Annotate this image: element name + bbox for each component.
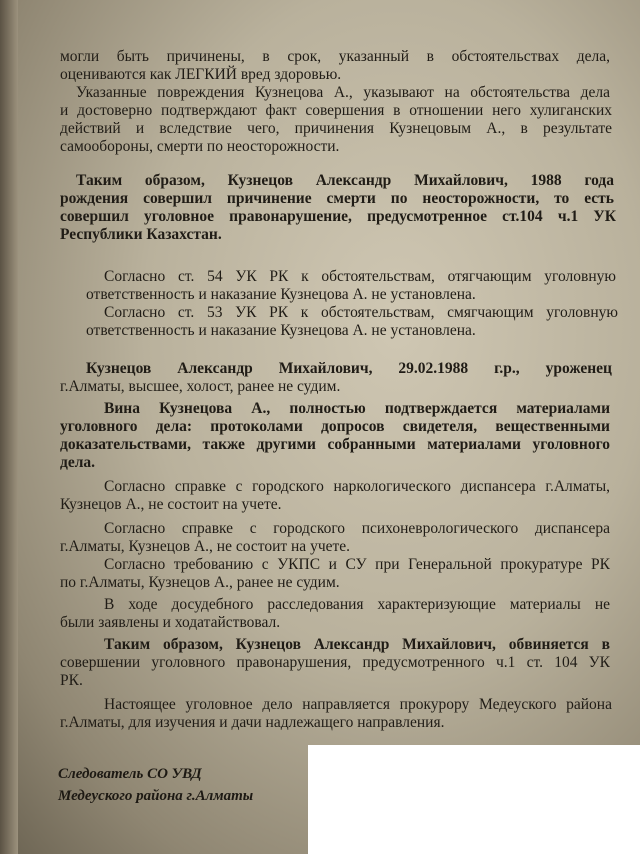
- signature-title: Следователь СО УВД: [58, 766, 202, 782]
- text-line: уголовного дела: протоколами допросов свидетеля, вещественными: [60, 418, 610, 435]
- text-line: г.Алматы, высшее, холост, ранее не судим.: [60, 378, 341, 395]
- text-line: РК.: [60, 672, 83, 689]
- page-edge-shadow: [0, 0, 18, 854]
- text-line: г.Алматы, Кузнецов А., не состоит на учете.: [60, 538, 351, 555]
- text-line: ответственность и наказание Кузнецова А. не установлена.: [86, 322, 476, 339]
- text-line: Согласно справке с городского наркологического диспансера г.Алматы,: [104, 478, 610, 495]
- text-line: доказательствами, также другими собранными материалами уголовного: [60, 436, 610, 453]
- text-line: действий и вследствие чего, причинения Кузнецовым А., в результате: [60, 120, 612, 137]
- text-line: самообороны, смерти по неосторожности.: [60, 138, 340, 155]
- text-line: были заявлены и ходатайствовал.: [60, 614, 281, 631]
- text-line: Кузнецов А., не состоит на учете.: [60, 496, 282, 513]
- text-line: Настоящее уголовное дело направляется прокурору Медеуского района: [104, 696, 612, 713]
- text-line: по г.Алматы, Кузнецов А., ранее не судим.: [60, 574, 340, 591]
- text-line: Вина Кузнецова А., полностью подтверждается материалами: [104, 400, 610, 417]
- text-line: рождения совершил причинение смерти по неосторожности, то есть: [60, 190, 614, 207]
- text-line: оцениваются как ЛЕГКИЙ вред здоровью.: [60, 66, 342, 83]
- text-line: Указанные повреждения Кузнецова А., указывают на обстоятельства дела: [76, 84, 610, 101]
- text-line: могли быть причинены, в срок, указанный в обстоятельствах дела,: [60, 48, 610, 65]
- text-line: Согласно ст. 54 УК РК к обстоятельствам, отягчающим уголовную: [104, 268, 616, 285]
- text-line: ответственность и наказание Кузнецова А. не установлена.: [86, 286, 476, 303]
- text-line: Согласно требованию с УКПС и СУ при Генеральной прокуратуре РК: [104, 556, 610, 573]
- text-line: Таким образом, Кузнецов Александр Михайлович, обвиняется в: [104, 636, 610, 653]
- text-line: г.Алматы, для изучения и дачи надлежащего направления.: [60, 714, 445, 731]
- text-line: совершении уголовного правонарушения, предусмотренного ч.1 ст. 104 УК: [60, 654, 610, 671]
- text-line: Таким образом, Кузнецов Александр Михайлович, 1988 года: [76, 172, 614, 189]
- text-line: Республики Казахстан.: [60, 226, 222, 243]
- text-line: Согласно справке с городского психоневрологического диспансера: [104, 520, 610, 537]
- text-line: и достоверно подтверждают факт совершения в отношении него хулиганских: [60, 102, 612, 119]
- signature-department: Медеуского района г.Алматы: [58, 788, 254, 804]
- text-line: дела.: [60, 454, 96, 471]
- text-line: Кузнецов Александр Михайлович, 29.02.1988 г.р., уроженец: [86, 360, 612, 377]
- redaction-box: [308, 745, 640, 854]
- text-line: совершил уголовное правонарушение, предусмотренное ст.104 ч.1 УК: [60, 208, 616, 225]
- text-line: Согласно ст. 53 УК РК к обстоятельствам, смягчающим уголовную: [104, 304, 618, 321]
- text-line: В ходе досудебного расследования характеризующие материалы не: [104, 596, 610, 613]
